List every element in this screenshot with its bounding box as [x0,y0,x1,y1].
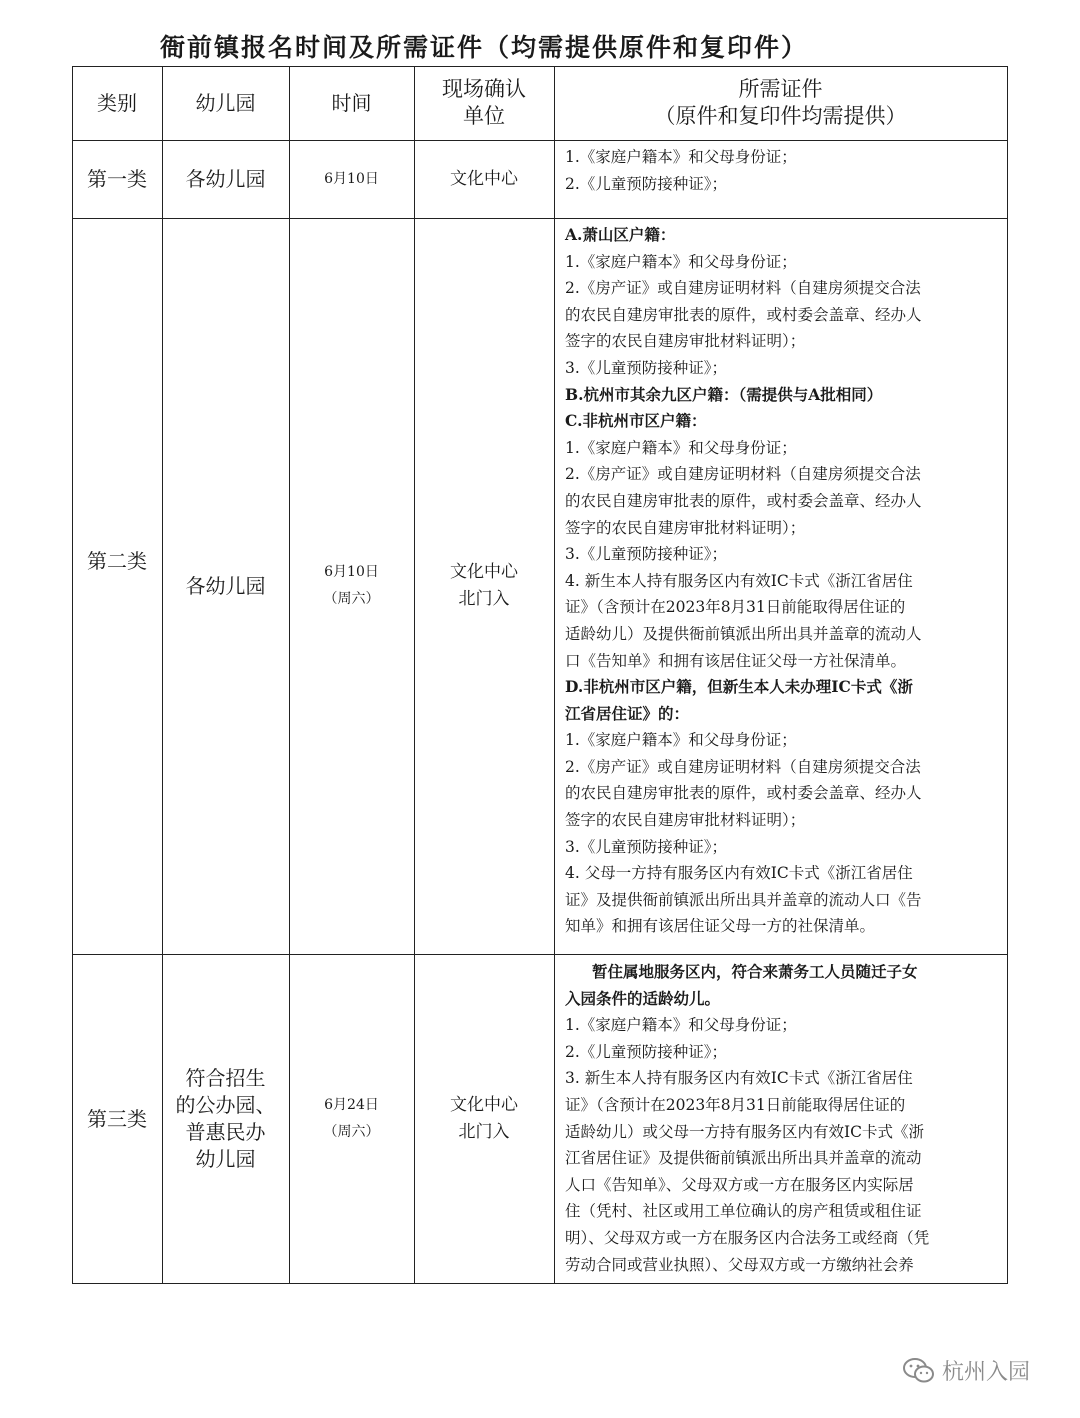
header-kindergarten: 幼儿园 [195,90,256,115]
doc-line: A.萧山区户籍： [565,225,676,244]
row1-date: 6月10日 [324,170,379,187]
doc-line: 的农民自建房审批表的原件，或村委会盖章、经办人 [565,491,922,510]
header-unit-line2: 单位 [463,104,505,128]
row1-unit-line1: 文化中心 [450,168,518,189]
doc-line: 签字的农民自建房审批材料证明）； [565,811,806,830]
row2-category: 第二类 [87,549,147,573]
doc-line: 证》及提供衙前镇派出所出具并盖章的流动人口《告 [565,890,922,909]
doc-line: 人口《告知单》、父母双方或一方在服务区内实际居 [565,1175,914,1194]
row3-date: 6月24日 [324,1096,379,1113]
doc-line: B.杭州市其余九区户籍：（需提供与A批相同） [565,384,883,404]
doc-line: 2.《房产证》或自建房证明材料（自建房须提交合法 [565,465,921,484]
doc-line: 4. 新生本人持有服务区内有效IC卡式《浙江省居住 [565,571,913,590]
doc-line: 口《告知单》和拥有该居住证父母一方社保清单。 [565,651,907,670]
doc-line: 2.《房产证》或自建房证明材料（自建房须提交合法 [565,279,921,298]
row3-kindergarten [162,954,289,1283]
doc-line: 签字的农民自建房审批材料证明）； [565,518,806,537]
row2-date: 6月10日 [324,564,379,580]
doc-line: 入园条件的适龄幼儿。 [565,988,721,1008]
row2-time [289,218,414,954]
doc-line: 江省居住证》及提供衙前镇派出所出具并盖章的流动 [565,1149,922,1168]
row1-docs [554,144,1007,216]
watermark [902,1355,1030,1386]
doc-line: 明）、父母双方或一方在服务区内合法务工或经商（凭 [565,1228,930,1247]
row1-kindergarten: 各幼儿园 [185,167,266,191]
doc-line: 证》（含预计在2023年8月31日前能取得居住证的 [565,1095,906,1114]
doc-line: C.非杭州市区户籍： [565,411,707,431]
header-docs [554,66,1007,140]
row3-unit-line1: 文化中心 [450,1094,518,1115]
doc-line: 的农民自建房审批表的原件，或村委会盖章、经办人 [565,784,922,803]
row3-docs [554,959,1007,1281]
row2-unit [414,218,554,954]
watermark-text: 杭州入园 [942,1360,1031,1385]
doc-line: 1.《家庭户籍本》和父母身份证； [565,148,797,166]
doc-line: 3.《儿童预防接种证》； [565,358,728,377]
doc-line: 1.《家庭户籍本》和父母身份证； [565,1016,797,1035]
doc-line: 证》（含预计在2023年8月31日前能取得居住证的 [565,598,906,617]
row1-category: 第一类 [87,167,147,191]
doc-line: 3.《儿童预防接种证》； [565,837,728,856]
doc-line: 3. 新生本人持有服务区内有效IC卡式《浙江省居住 [565,1069,913,1088]
doc-line: 2.《儿童预防接种证》； [565,174,728,193]
doc-line: 知单》和拥有该居住证父母一方的社保清单。 [565,917,876,936]
doc-line: 4. 父母一方持有服务区内有效IC卡式《浙江省居住 [565,864,913,883]
row3-time [289,954,414,1283]
header-time: 时间 [331,90,372,115]
table-rule [1007,66,1008,1284]
row3-unit-line2: 北门入 [458,1121,510,1142]
header-docs-line2: （原件和复印件均需提供） [654,104,907,128]
row3-kindergarten-line: 符合招生 [185,1065,266,1090]
row3-kindergarten-line: 普惠民办 [185,1119,266,1144]
doc-line: 1.《家庭户籍本》和父母身份证； [565,438,797,457]
doc-line: 签字的农民自建房审批材料证明）； [565,332,806,351]
doc-line: 1.《家庭户籍本》和父母身份证； [565,731,797,750]
doc-line: 2.《儿童预防接种证》； [565,1042,728,1061]
row2-docs [554,222,1007,952]
doc-line: 3.《儿童预防接种证》； [565,545,728,564]
row2-kindergarten: 各幼儿园 [185,574,266,598]
doc-line: 1.《家庭户籍本》和父母身份证； [565,252,797,271]
row3-category: 第三类 [87,1106,147,1131]
header-docs-line1: 所需证件 [738,77,823,101]
doc-line: 2.《房产证》或自建房证明材料（自建房须提交合法 [565,757,921,776]
doc-line: 适龄幼儿）或父母一方持有服务区内有效IC卡式《浙 [565,1122,924,1141]
doc-line: 劳动合同或营业执照）、父母双方或一方缴纳社会养 [565,1255,914,1274]
row2-weekday: （周六） [323,591,380,607]
row2-unit-line2: 北门入 [458,589,510,609]
doc-line: 暂住属地服务区内，符合来萧务工人员随迁子女 [592,962,918,981]
doc-line: 适龄幼儿）及提供衙前镇派出所出具并盖章的流动人 [565,624,922,643]
header-unit-line1: 现场确认 [442,77,526,101]
doc-line: 江省居住证》的： [565,703,690,723]
header-category: 类别 [97,90,137,115]
header-unit [414,66,554,140]
row1-time [289,140,414,218]
doc-line: 住（凭村、社区或用工单位确认的房产租赁或租住证 [565,1202,922,1221]
doc-line: 的农民自建房审批表的原件，或村委会盖章、经办人 [565,305,922,324]
row2-unit-line1: 文化中心 [450,562,518,582]
table-rule [72,1283,1008,1284]
row3-unit [414,954,554,1283]
wechat-icon [902,1357,936,1385]
row3-kindergarten-line: 的公办园、 [175,1092,276,1117]
page-title: 衙前镇报名时间及所需证件（均需提供原件和复印件） [160,33,809,62]
row3-weekday: （周六） [323,1123,380,1140]
row3-kindergarten-line: 幼儿园 [195,1146,256,1171]
row1-unit [414,140,554,218]
doc-line: D.非杭州市区户籍，但新生本人未办理IC卡式《浙 [565,677,913,697]
